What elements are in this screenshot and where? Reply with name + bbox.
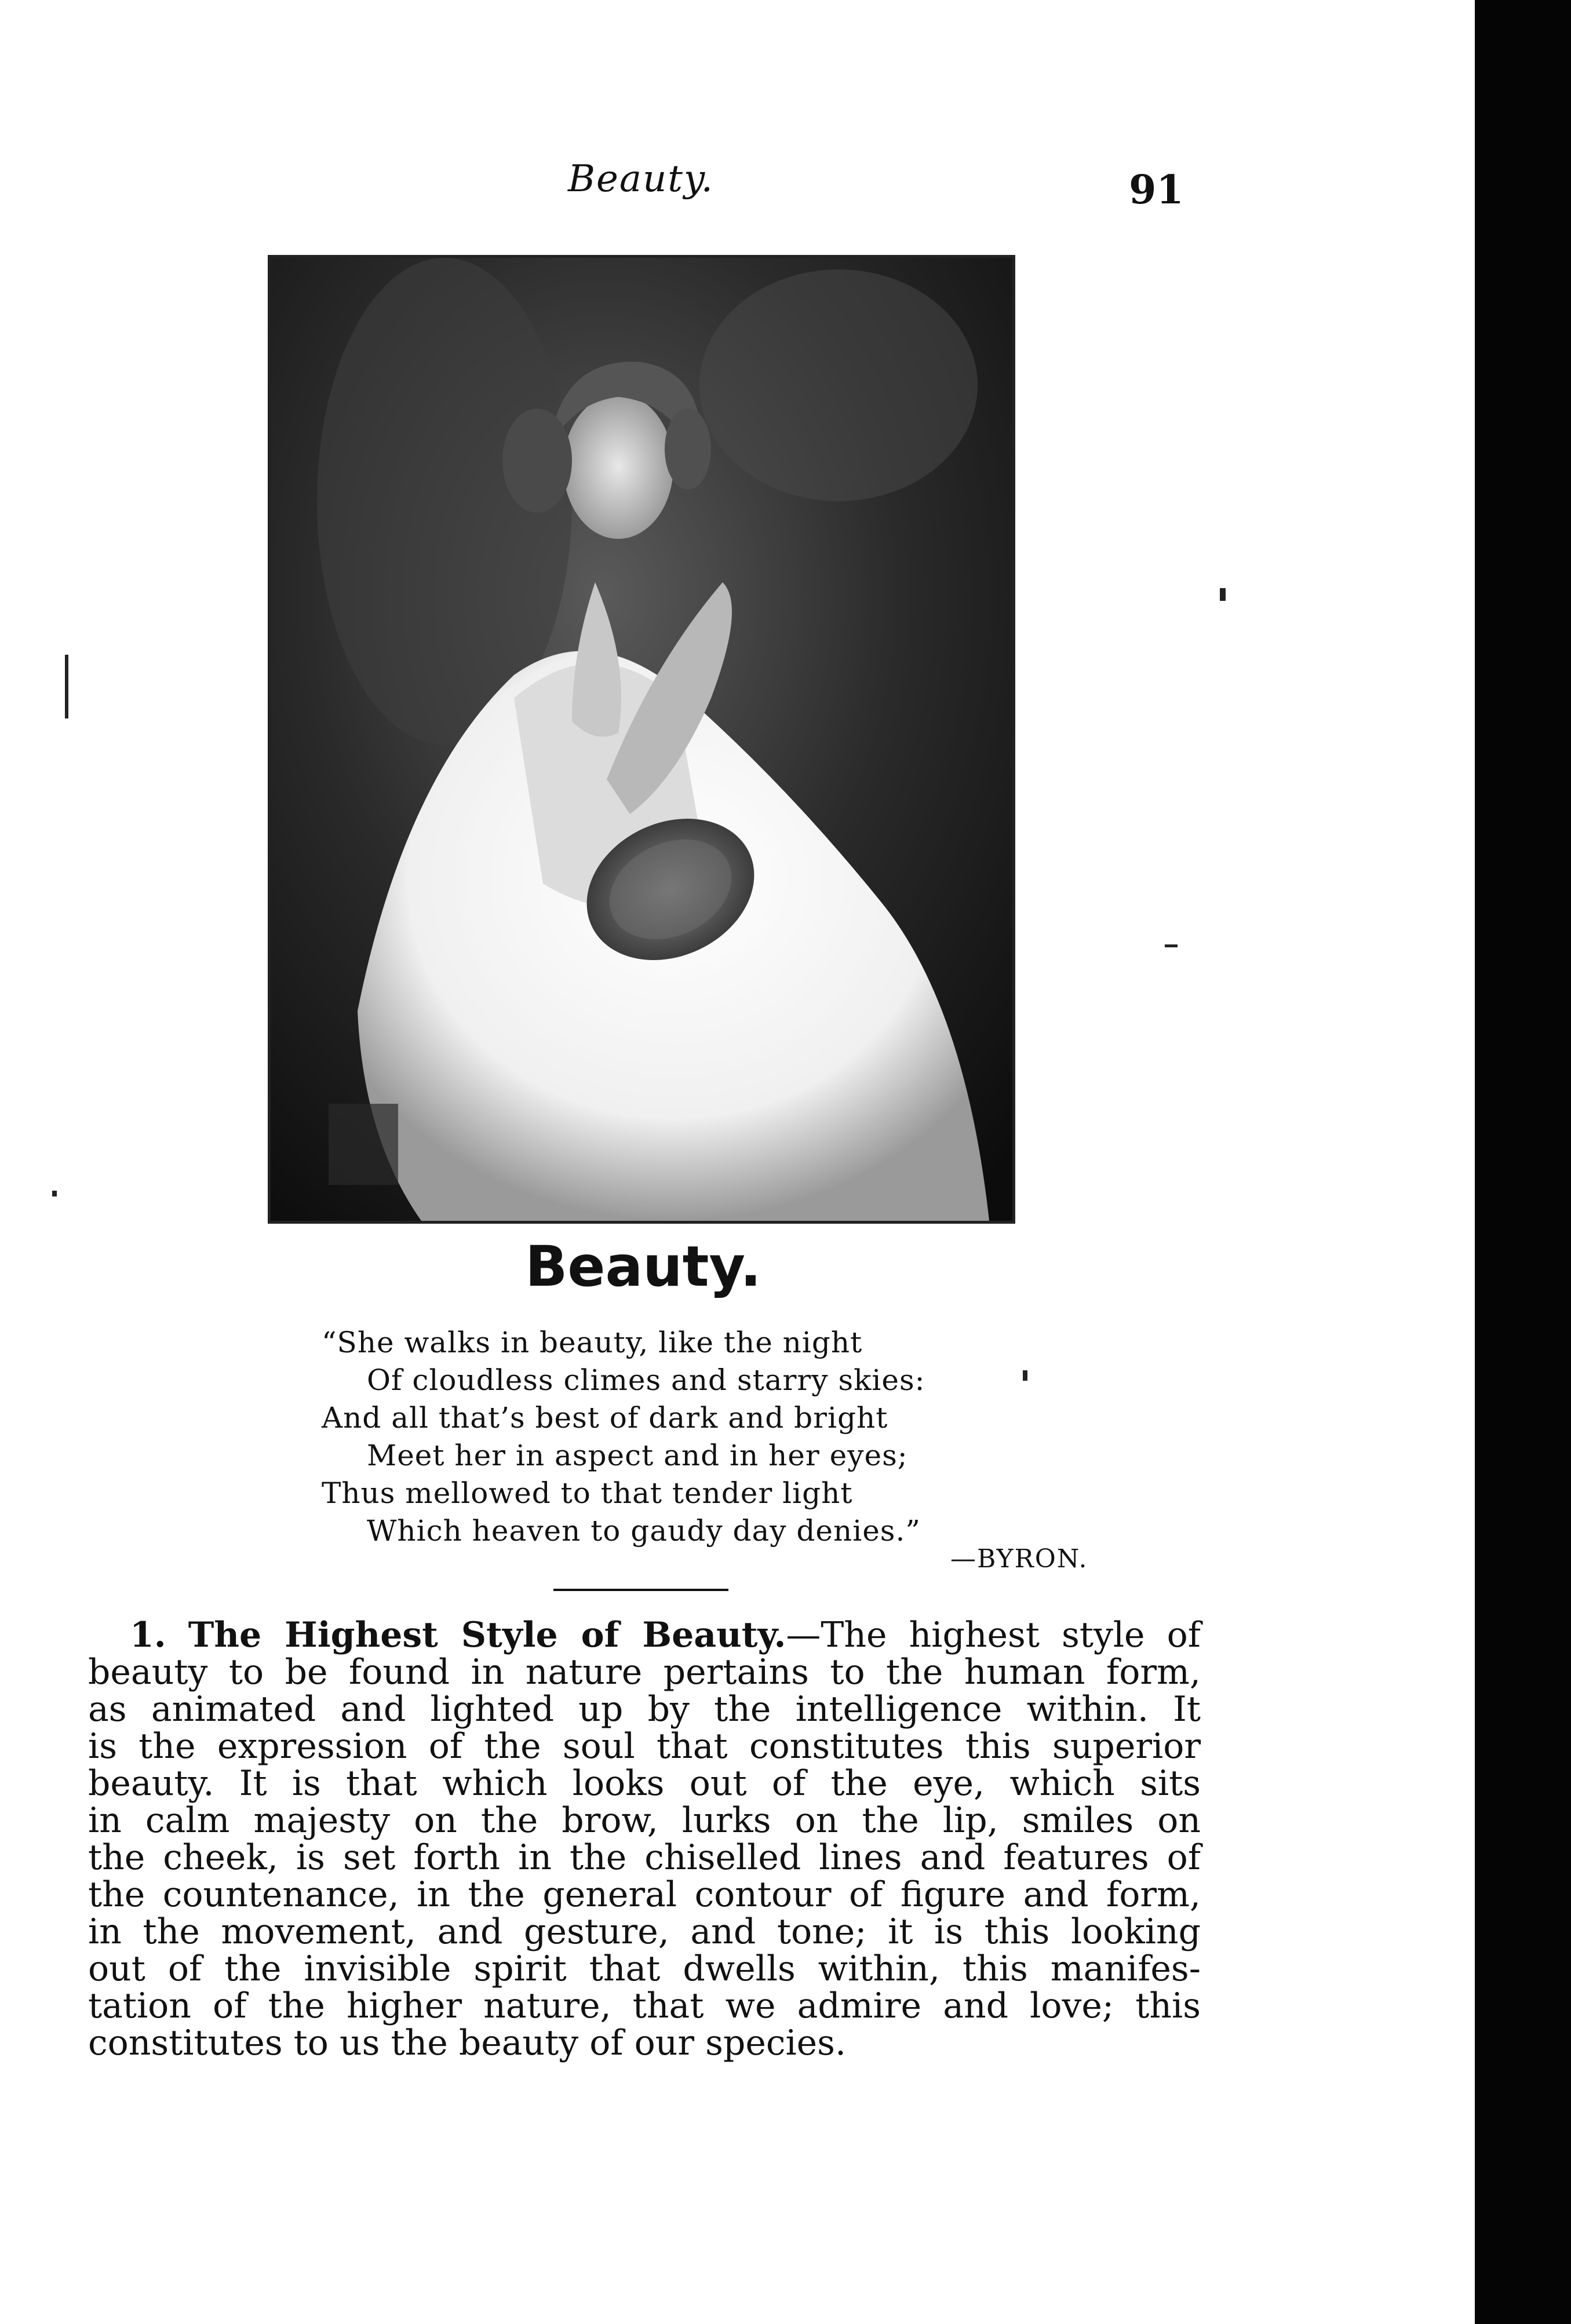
paragraph-line: out of the invisible spirit that dwells within, this manifes- xyxy=(88,1949,1201,1989)
paragraph-line xyxy=(88,1617,1201,1654)
paragraph-line: constitutes to us the beauty of our species. xyxy=(88,2023,847,2063)
portrait-photo xyxy=(268,255,1015,1224)
scan-speck xyxy=(1220,588,1226,601)
scan-speck xyxy=(52,1191,57,1196)
section-divider xyxy=(553,1589,728,1591)
scan-speck xyxy=(65,655,68,718)
scan-edge-bar xyxy=(1475,0,1571,2324)
section-paragraph xyxy=(88,1617,1201,2062)
paragraph-line: in the movement, and gesture, and tone; it is this looking xyxy=(88,1911,1201,1952)
scan-speck xyxy=(1165,944,1178,947)
paragraph-line: beauty to be found in nature pertains to the human form, xyxy=(88,1652,1201,1692)
poem-line: “She walks in beauty, like the night xyxy=(322,1326,863,1359)
paragraph-line: tation of the higher nature, that we admire and love; this xyxy=(88,1986,1201,2026)
paragraph-line: the cheek, is set forth in the chiselled lines and features of xyxy=(88,1837,1201,1878)
poem-line: And all that’s best of dark and bright xyxy=(322,1401,888,1435)
paragraph-line: as animated and lighted up by the intelligence within. It xyxy=(88,1689,1201,1730)
paragraph-line: the countenance, in the general contour of figure and form, xyxy=(88,1874,1201,1915)
section-heading: The Highest Style of Beauty. xyxy=(188,1615,786,1655)
page-number: 91 xyxy=(1129,167,1184,213)
poem-line: Thus mellowed to that tender light xyxy=(322,1476,853,1510)
scan-speck xyxy=(1023,1370,1027,1381)
poem-line: Which heaven to gaudy day denies.” xyxy=(367,1514,921,1548)
paragraph-line: beauty. It is that which looks out of the eye, which sits xyxy=(88,1763,1201,1804)
running-head: Beauty. xyxy=(568,158,714,200)
paragraph-line: is the expression of the soul that constitutes this superior xyxy=(88,1726,1201,1767)
section-number: 1. xyxy=(130,1615,166,1655)
poem-line: Meet her in aspect and in her eyes; xyxy=(367,1439,908,1472)
photo-caption: Beauty. xyxy=(525,1234,761,1299)
poem-line: Of cloudless climes and starry skies: xyxy=(367,1363,925,1397)
poem-excerpt xyxy=(322,1324,925,1550)
paragraph-text: —The highest style of xyxy=(786,1615,1201,1655)
paragraph-line: in calm majesty on the brow, lurks on the lip, smiles on xyxy=(88,1800,1201,1841)
poem-attribution: —BYRON. xyxy=(950,1544,1088,1574)
